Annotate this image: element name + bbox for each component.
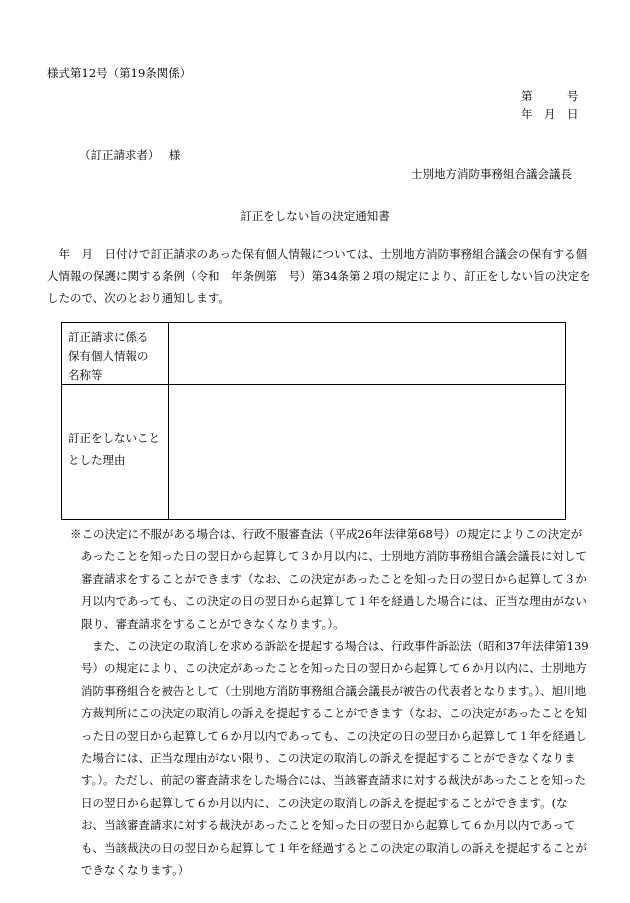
document-title: 訂正をしない旨の決定通知書 [240, 209, 390, 223]
table-header-reason [62, 385, 169, 519]
header-line: 名称等 [68, 368, 103, 382]
notes-section [70, 523, 590, 882]
document-date: 年 月 日 [521, 107, 579, 121]
body-text [47, 243, 592, 309]
table-header-info-name [62, 323, 169, 384]
info-table [61, 322, 566, 520]
document-number: 第 号 [521, 89, 579, 103]
table-row-reason [62, 385, 565, 519]
header-line: 訂正をしないこと [68, 431, 160, 445]
header-line: 保有個人情報の [68, 349, 149, 363]
header-line: とした理由 [68, 453, 126, 467]
table-row-info-name [62, 323, 565, 385]
addressee: （訂正請求者） 様 [79, 148, 181, 162]
note-lawsuit: また、この決定の取消しを求める訴訟を提起する場合は、行政事件訴訟法（昭和37年法律第139号）の規定により、この決定があったことを知った日の翌日から起算して６か月以内に、士別地方消防事務組合を被告として（士別地方消防事務組合議会議長が被告の代表者となります。）、旭川地方裁判所にこの決定の取消しの訴えを提起することができます（なお、この決定があったことを知った日の翌日から起算して６か月以内であっても、この決定の日の翌日から起算して１年を経過した場合には、正当な理由がない限り、この決定の取消しの訴えを提起することができなくなります。）。ただし、前記の審査請求をした場合には、当該審査請求に対する裁決があったことを知った日の翌日から起算して６か月以内に、この決定の取消しの訴えを提起することができます。(なお、当該審査請求に対する裁決があったことを知った日の翌日から起算して６か月以内であっても、当該裁決の日の翌日から起算して１年を経過するとこの決定の取消しの訴えを提起することができなくなります。） [81, 639, 589, 878]
form-number: 様式第12号（第19条関係） [47, 66, 192, 80]
body-paragraph: 年 月 日付けで訂正請求のあった保有個人情報については、士別地方消防事務組合議会の保有する個人情報の保護に関する条例（令和 年条例第 号）第34条第２項の規定により、訂正をしない旨の決定をしたので、次のとおり通知します。 [47, 247, 591, 305]
header-line: 訂正請求に係る [68, 330, 149, 344]
note-appeal: ※この決定に不服がある場合は、行政不服審査法（平成26年法律第68号）の規定によりこの決定があったことを知った日の翌日から起算して３か月以内に、士別地方消防事務組合議会議長に対して審査請求をすることができます（なお、この決定があったことを知った日の翌日から起算して３か月以内であっても、この決定の日の翌日から起算して１年を経過した場合には、正当な理由がない限り、審査請求をすることができなくなります。）。 [70, 527, 587, 631]
issuer: 士別地方消防事務組合議会議長 [411, 167, 572, 181]
